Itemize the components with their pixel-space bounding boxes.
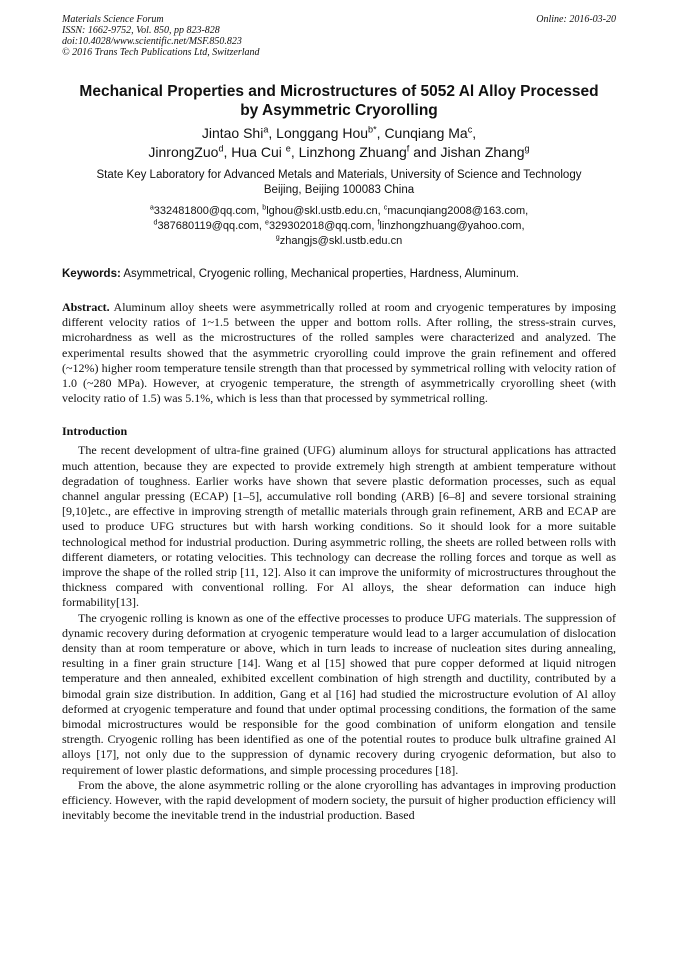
abstract: [62, 300, 616, 406]
author-affil-mark: c: [467, 124, 473, 135]
abstract-label: Abstract.: [62, 300, 110, 314]
author-affil-mark: f: [406, 143, 410, 154]
author-list: [62, 124, 616, 162]
author-affil-mark: e: [285, 143, 291, 154]
author-affil-mark: d: [218, 143, 224, 154]
email-mark: c: [383, 203, 388, 212]
abstract-text: Aluminum alloy sheets were asymmetrically rolled at room and cryogenic temperatures by imposing different velocity ratios of 1~1.5 between the upper and bottom rolls. After rolling, the stress-strain curves, microhardness as well as the microstructures of the rolled samples were characterized and analyzed. The experimental results showed that the asymmetric cryorolling could improve the grain refinement and offered (~12%) higher room temperature tensile strength than that processed by symmetrical rolling with velocity ration of 1.0 (~280 MPa). However, at cryogenic temperature, the strength of asymmetrically cryorolling sheet (with velocity ratio of 1.5) was 5.1%, which is less than that processed by symmetrical rolling.: [62, 300, 616, 406]
email-mark: a: [149, 203, 154, 212]
email-mark: f: [377, 218, 380, 227]
email-line-3: [62, 234, 616, 249]
email-address: lghou@skl.ustb.edu.cn,: [266, 205, 384, 217]
author-separator: ,: [223, 144, 232, 160]
author-separator: ,: [290, 144, 299, 160]
journal-name: Materials Science Forum: [62, 14, 164, 25]
issn-line: ISSN: 1662-9752, Vol. 850, pp 823-828: [62, 25, 220, 36]
body-paragraph: From the above, the alone asymmetric rolling or the alone cryorolling has advantages in improving production efficiency. However, with the rapid development of modern society, the pursuit of higher production efficiency will inevitably become the inevitable trend in the industrial production. Based: [62, 777, 617, 823]
email-address: 329302018@qq.com,: [269, 220, 378, 232]
title-line-1: Mechanical Properties and Microstructures of 5052 Al Alloy Processed: [79, 83, 599, 100]
author-name: Cunqiang Ma: [384, 125, 468, 141]
email-line-2: [62, 219, 616, 234]
author-separator: and: [409, 144, 441, 160]
author-affil-mark: a: [263, 124, 269, 135]
body-paragraph: The cryogenic rolling is known as one of the effective processes to produce UFG materials. The suppression of dynamic recovery during deformation at cryogenic temperature would lead to a larger accumulation of dislocation density than at room temperature or above, which in turn leads to increase of nucleation sites during annealing, resulting in a finer grain structure [14]. Wang et al [15] showed that pure copper deformed at liquid nitrogen temperature and then annealed, exhibited excellent combination of high strength and ductility, contributed by a bimodal grain size distribution. In addition, Gang et al [16] had studied the microstructure evolution of Al alloy deformed at cryogenic temperature and found that under optimal processing conditions, the formation of the same bimodal microstructures would be responsible for the good combination of uniform elongation and tensile strength. Cryogenic rolling has been identified as one of the potential routes to produce bulk ultrafine grained Al alloys [17], not only due to the suppression of dynamic recovery during cryogenic deformation, but also to requirement of lower plastic deformations, and simple processing procedures [18].: [62, 610, 616, 777]
keywords: [62, 267, 616, 282]
paper-title: [62, 82, 616, 120]
email-address: linzhongzhuang@yahoo.com,: [379, 220, 525, 232]
author-separator: ,: [268, 125, 277, 141]
author-name: Linzhong Zhuang: [298, 144, 407, 160]
author-line-2: [62, 143, 616, 162]
affiliation: [62, 168, 616, 198]
email-line-1: [62, 204, 616, 219]
author-line-1: [62, 124, 616, 143]
body-paragraph: The recent development of ultra-fine grained (UFG) aluminum alloys for structural applications has attracted much attention, because they are expected to provide extremely high strength at ambient temperature without degradation of toughness. Earlier works have shown that severe plastic deformation processes, such as equal channel angular pressing (ECAP) [1–5], accumulative roll bonding (ARB) [6–8] and severe torsional straining [9,10]etc., are effective in improving strength of metallic materials through grain refinement, ARB and ECAP are used to produce UFG structures but with harsh working conditions. So it should look for a more suitable technological method for industrial production. During asymmetric rolling, the sheets are rolled between rolls with different diameters, or rotating velocities. This technology can decrease the rolling forces and torque as well as improve the shape of the rolled strip [11, 12]. Also it can improve the uniformity of microstructures throughout the thickness compared with conventional rolling. For Al alloys, the shear deformation can induce high formability[13].: [62, 443, 616, 610]
email-address: zhangjs@skl.ustb.edu.cn: [279, 235, 403, 247]
doi-line: doi:10.4028/www.scientific.net/MSF.850.823: [62, 36, 242, 47]
copyright-line: © 2016 Trans Tech Publications Ltd, Switzerland: [62, 47, 260, 58]
email-mark: e: [265, 218, 270, 227]
author-name: Jintao Shi: [201, 125, 264, 141]
email-mark: d: [153, 218, 158, 227]
title-line-2: by Asymmetric Cryorolling: [240, 102, 438, 119]
journal-header: [62, 14, 616, 58]
author-affil-mark: b*: [368, 124, 377, 135]
author-name: Longgang Hou: [276, 125, 369, 141]
author-name: JinrongZuo: [148, 144, 219, 160]
affiliation-line-1: State Key Laboratory for Advanced Metals and Materials, University of Science and Technology: [96, 169, 582, 181]
email-address: 332481800@qq.com,: [153, 205, 263, 217]
email-list: [62, 204, 616, 249]
affiliation-line-2: Beijing, Beijing 100083 China: [263, 184, 415, 196]
section-heading-introduction: Introduction: [62, 424, 128, 439]
author-name: Jishan Zhang: [440, 144, 525, 160]
author-affil-mark: g: [524, 143, 530, 154]
author-name: Hua Cui: [231, 144, 286, 160]
email-mark: b: [262, 203, 267, 212]
online-date: Online: 2016-03-20: [536, 14, 616, 25]
keywords-text: Asymmetrical, Cryogenic rolling, Mechanical properties, Hardness, Aluminum.: [120, 268, 519, 280]
author-separator: ,: [472, 125, 477, 141]
email-mark: g: [275, 233, 280, 242]
keywords-label: Keywords:: [62, 268, 121, 280]
email-address: 387680119@qq.com,: [157, 220, 266, 232]
email-address: macunqiang2008@163.com,: [387, 205, 529, 217]
author-separator: ,: [376, 125, 385, 141]
introduction-body: [62, 443, 616, 823]
